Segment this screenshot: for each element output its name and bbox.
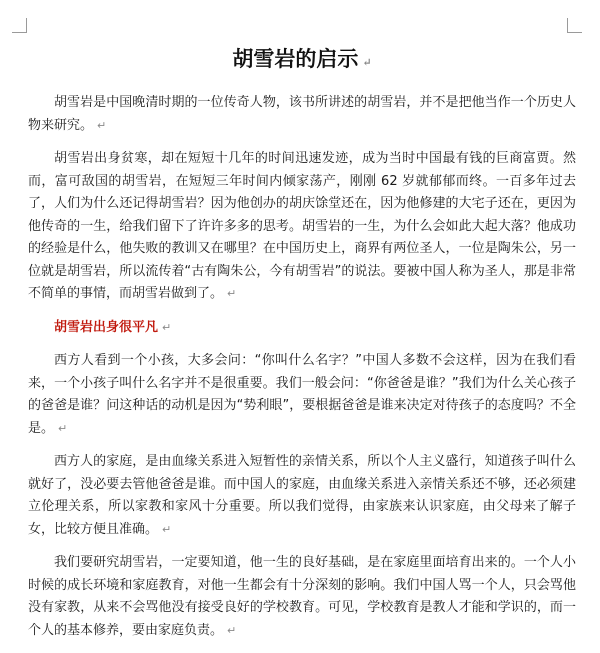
paragraph-mark: ↵ — [362, 56, 372, 69]
paragraph-mark: ↵ — [58, 421, 68, 435]
section-heading-text: 胡雪岩出身很平凡 — [54, 319, 159, 335]
body-paragraph — [28, 451, 576, 541]
page-corner-mark-top-right — [567, 18, 582, 33]
paragraph-mark: ↵ — [227, 287, 237, 300]
paragraph-mark: ↵ — [162, 522, 172, 536]
body-paragraph-text: 西方人看到一个小孩，大多会问：“你叫什么名字？”中国人多数不会这样，因为在我们看来，一个小孩子叫什么名字并不是很重要。我们一般会问：“你爸爸是谁？”我们为什么关心孩子的爸爸是谁？问这种话的动机是因为“势利眼”，要根据爸爸是谁来决定对待孩子的态度吗？不全是。 — [28, 353, 576, 436]
section-heading — [28, 317, 576, 340]
paragraph-mark: ↵ — [97, 118, 107, 132]
body-paragraph — [28, 92, 576, 137]
body-paragraph — [28, 552, 576, 642]
body-paragraph-text: 西方人的家庭，是由血缘关系进入短暂性的亲情关系，所以个人主义盛行，知道孩子叫什么就好了，没必要去管他爸爸是谁。而中国人的家庭，由血缘关系进入亲情关系还不够，还必须建立伦理关系，所以家教和家风十分重要。所以我们觉得，由家族来认识家庭，由父母来了解子女，比较方便且准确。 — [28, 454, 576, 537]
body-paragraph-text: 胡雪岩出身贫寒，却在短短十几年的时间迅速发迹，成为当时中国最有钱的巨商富贾。然而，富可敌国的胡雪岩，在短短三年时间内倾家荡产，刚刚 62 岁就郁郁而终。一百多年过去了，人们为什么还记得胡雪岩？因为他创办的胡庆馀堂还在，因为他修建的大宅子还在，更因为他传奇的一生，给我们留下了许许多多的思考。胡雪岩的一生，为什么会如此大起大落？他成功的经验是什么，他失败的教训又在哪里？在中国历史上，商界有两位圣人，一位是陶朱公，另一位就是胡雪岩，所以流传着“古有陶朱公，今有胡雪岩”的说法。要被中国人称为圣人，那是非常不简单的事情，而胡雪岩做到了。 — [28, 151, 576, 301]
body-paragraph — [28, 350, 576, 440]
document-title-text: 胡雪岩的启示 — [232, 46, 359, 71]
body-paragraph-text: 我们要研究胡雪岩，一定要知道，他一生的良好基础，是在家庭里面培育出来的。一个人小时候的成长环境和家庭教育，对他一生都会有十分深刻的影响。我们中国人骂一个人，只会骂他没有家教，从来不会骂他没有接受良好的学校教育。可见，学校教育是教人才能和学识的，而一个人的基本修养，要由家庭负责。 — [28, 555, 576, 638]
body-paragraph — [28, 148, 576, 306]
paragraph-mark: ↵ — [162, 320, 172, 334]
document-body[interactable] — [28, 40, 576, 653]
document-title — [28, 44, 576, 78]
paragraph-mark: ↵ — [227, 623, 237, 637]
page-corner-mark-top-left — [12, 18, 27, 33]
body-paragraph-text: 胡雪岩是中国晚清时期的一位传奇人物，该书所讲述的胡雪岩，并不是把他当作一个历史人物来研究。 — [28, 95, 576, 133]
